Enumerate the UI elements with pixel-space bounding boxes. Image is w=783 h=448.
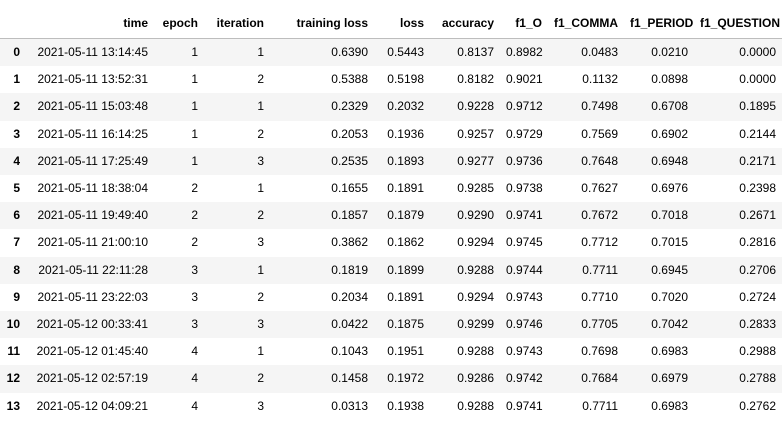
table-cell: 0.1132 (582, 72, 618, 87)
table-cell: 2 (257, 371, 264, 386)
table-cell: 0.2762 (739, 398, 776, 413)
table-header (0, 8, 782, 39)
table-cell: 0.2053 (331, 126, 368, 141)
table-cell: 3 (191, 289, 198, 304)
table-cell: 0.2034 (331, 289, 368, 304)
table-cell: 3 (191, 262, 198, 277)
table-cell: 0.2671 (739, 208, 776, 223)
table-cell: 0.2535 (331, 153, 368, 168)
table-cell: 0.1891 (387, 181, 424, 196)
table-cell: 0.6976 (651, 181, 688, 196)
table-cell: 0.9294 (457, 235, 494, 250)
table-cell: 2021-05-12 04:09:21 (36, 398, 148, 413)
table-cell: 0.9277 (457, 153, 494, 168)
table-cell: 2 (257, 289, 264, 304)
table-cell: 0.1458 (331, 371, 368, 386)
table-cell: 0.1936 (387, 126, 424, 141)
table-cell: 0.9290 (457, 208, 494, 223)
table-cell: 3 (257, 235, 264, 250)
table-cell: 0.6983 (651, 344, 688, 359)
table-row (0, 39, 782, 67)
table-cell: 0.9741 (506, 208, 543, 223)
table-cell: 0.9021 (506, 72, 543, 87)
table-cell: 0.7018 (651, 208, 688, 223)
row-index: 6 (13, 208, 20, 223)
table-cell: 0.2329 (331, 99, 368, 114)
table-cell: 0.0483 (581, 45, 618, 59)
table-row (0, 175, 782, 202)
table-row (0, 66, 782, 93)
column-header: loss (374, 8, 430, 39)
table-cell: 0.9257 (457, 126, 494, 141)
table-cell: 1 (257, 45, 264, 59)
table-cell: 0.9746 (506, 317, 543, 332)
table-cell: 2021-05-11 17:25:49 (37, 153, 148, 168)
table-cell: 0.1875 (387, 317, 424, 332)
table-cell: 0.9286 (457, 371, 494, 386)
table-cell: 0.7705 (581, 317, 618, 332)
table-cell: 2 (191, 235, 198, 250)
table-row (0, 121, 782, 148)
table-cell: 0.1938 (387, 398, 424, 413)
table-cell: 0.0210 (651, 45, 688, 59)
table-cell: 0.2988 (739, 344, 776, 359)
table-cell: 0.9729 (506, 126, 543, 141)
table-cell: 0.1951 (387, 344, 424, 359)
row-index: 11 (7, 344, 20, 359)
table-cell: 0.6979 (651, 371, 688, 386)
table-cell: 0.2398 (739, 181, 776, 196)
table-cell: 0.8137 (457, 45, 494, 59)
row-index: 0 (13, 45, 20, 59)
table-cell: 0.1899 (387, 262, 424, 277)
table-cell: 0.7711 (582, 262, 618, 277)
table-row (0, 365, 782, 392)
table-cell: 2 (191, 181, 198, 196)
table-cell: 0.0313 (331, 398, 368, 413)
table-cell: 0.7498 (581, 99, 618, 114)
row-index: 5 (13, 181, 20, 196)
table-cell: 0.8182 (457, 72, 494, 87)
table-cell: 0.0422 (331, 317, 368, 332)
table-cell: 0.1891 (387, 289, 424, 304)
table-cell: 0.9743 (506, 344, 543, 359)
table-cell: 3 (257, 317, 264, 332)
index-header (0, 8, 28, 39)
row-index: 2 (13, 99, 20, 114)
table-row (0, 202, 782, 229)
table-cell: 0.6983 (651, 398, 688, 413)
table-cell: 0.9288 (457, 344, 494, 359)
table-cell: 2021-05-11 19:49:40 (37, 208, 148, 223)
table-cell: 0.1819 (331, 262, 368, 277)
table-cell: 0.7710 (581, 289, 618, 304)
table-cell: 0.9743 (506, 289, 543, 304)
table-cell: 0.1655 (331, 181, 368, 196)
table-cell: 0.9712 (506, 99, 543, 114)
column-header: iteration (204, 8, 270, 39)
column-header: epoch (154, 8, 204, 39)
table-cell: 0.6948 (651, 153, 688, 168)
table-cell: 2021-05-11 18:38:04 (37, 181, 148, 196)
dataframe-output (0, 8, 783, 420)
table-row (0, 229, 782, 256)
table-cell: 1 (257, 99, 264, 114)
table-cell: 0.2706 (739, 262, 776, 277)
table-cell: 0.1862 (387, 235, 424, 250)
table-cell: 4 (191, 398, 198, 413)
table-row (0, 284, 782, 311)
table-cell: 0.6945 (651, 262, 688, 277)
table-cell: 0.3862 (331, 235, 368, 250)
table-cell: 0.7698 (581, 344, 618, 359)
table-cell: 0.1893 (387, 153, 424, 168)
table-cell: 0.2032 (387, 99, 424, 114)
column-header: f1_COMMA (548, 8, 624, 39)
table-cell: 2 (257, 208, 264, 223)
table-cell: 2021-05-11 23:22:03 (37, 289, 148, 304)
table-cell: 4 (191, 344, 198, 359)
table-cell: 0.2171 (739, 153, 776, 168)
table-cell: 0.7648 (581, 153, 618, 168)
table-cell: 2021-05-12 00:33:41 (36, 317, 148, 332)
table-cell: 0.9228 (457, 99, 494, 114)
table-cell: 0.1972 (387, 371, 424, 386)
row-index: 12 (6, 371, 20, 386)
table-cell: 0.2144 (739, 126, 776, 141)
table-cell: 2021-05-11 16:14:25 (37, 126, 148, 141)
table-cell: 0.0898 (651, 72, 688, 87)
table-cell: 0.7627 (581, 181, 618, 196)
header-row (0, 8, 782, 39)
table-cell: 0.1043 (331, 344, 368, 359)
table-cell: 0.1879 (387, 208, 424, 223)
table-cell: 0.9288 (457, 398, 494, 413)
table-cell: 2021-05-11 22:11:28 (38, 262, 148, 277)
table-cell: 1 (191, 153, 198, 168)
table-cell: 0.7712 (581, 235, 618, 250)
table-cell: 0.5388 (331, 72, 368, 87)
table-cell: 1 (191, 45, 198, 59)
table-row (0, 338, 782, 365)
table-cell: 3 (191, 317, 198, 332)
table-cell: 0.7020 (651, 289, 688, 304)
table-cell: 0.0000 (739, 45, 776, 59)
table-cell: 2021-05-11 13:14:45 (37, 45, 148, 59)
table-cell: 0.7042 (651, 317, 688, 332)
table-cell: 0.7684 (581, 371, 618, 386)
table-cell: 2021-05-12 01:45:40 (36, 344, 148, 359)
table-cell: 1 (191, 99, 198, 114)
table-cell: 2021-05-12 02:57:19 (36, 371, 148, 386)
table-cell: 0.9288 (457, 262, 494, 277)
table-cell: 0.8982 (506, 45, 543, 59)
table-body (0, 39, 782, 420)
table-row (0, 257, 782, 284)
table-cell: 0.2788 (739, 371, 776, 386)
column-header: f1_PERIOD (624, 8, 694, 39)
table-cell: 0.6902 (651, 126, 688, 141)
table-cell: 1 (257, 181, 264, 196)
table-cell: 0.7711 (582, 398, 618, 413)
table-row (0, 393, 782, 420)
row-index: 7 (13, 235, 20, 250)
table-cell: 0.9742 (506, 371, 543, 386)
table-cell: 2021-05-11 15:03:48 (37, 99, 148, 114)
table-cell: 0.2816 (739, 235, 776, 250)
table-cell: 0.2833 (739, 317, 776, 332)
column-header: f1_O (500, 8, 548, 39)
table-cell: 0.7569 (581, 126, 618, 141)
column-header: f1_QUESTION (694, 8, 782, 39)
table-cell: 0.9299 (457, 317, 494, 332)
table-cell: 3 (257, 398, 264, 413)
row-index: 9 (13, 289, 20, 304)
table-cell: 0.9741 (506, 398, 543, 413)
table-cell: 1 (257, 344, 264, 359)
table-cell: 0.5443 (387, 45, 424, 59)
table-cell: 0.9294 (457, 289, 494, 304)
table-cell: 1 (191, 72, 198, 87)
table-cell: 0.9744 (506, 262, 543, 277)
row-index: 1 (13, 72, 20, 87)
table-cell: 0.7672 (581, 208, 618, 223)
table-cell: 2021-05-11 21:00:10 (37, 235, 148, 250)
dataframe-table (0, 8, 782, 420)
table-row (0, 148, 782, 175)
table-cell: 0.9736 (506, 153, 543, 168)
table-cell: 0.1895 (739, 99, 776, 114)
table-cell: 0.9738 (506, 181, 543, 196)
table-cell: 3 (257, 153, 264, 168)
table-cell: 0.6390 (331, 45, 368, 59)
row-index: 3 (13, 126, 20, 141)
table-cell: 2 (257, 126, 264, 141)
table-cell: 0.2724 (739, 289, 776, 304)
table-row (0, 93, 782, 120)
table-cell: 2 (191, 208, 198, 223)
row-index: 10 (6, 317, 20, 332)
table-cell: 0.1857 (331, 208, 368, 223)
table-cell: 1 (257, 262, 264, 277)
column-header: accuracy (430, 8, 500, 39)
table-cell: 0.9285 (457, 181, 494, 196)
table-row (0, 311, 782, 338)
table-cell: 0.5198 (387, 72, 424, 87)
table-cell: 0.9745 (506, 235, 543, 250)
table-cell: 4 (191, 371, 198, 386)
column-header: time (28, 8, 154, 39)
table-cell: 2 (257, 72, 264, 87)
table-cell: 2021-05-11 13:52:31 (37, 72, 148, 87)
table-cell: 0.6708 (651, 99, 688, 114)
table-cell: 0.0000 (739, 72, 776, 87)
row-index: 4 (13, 153, 20, 168)
table-cell: 0.7015 (651, 235, 688, 250)
column-header: training loss (270, 8, 374, 39)
row-index: 13 (6, 398, 20, 413)
table-cell: 1 (191, 126, 198, 141)
row-index: 8 (13, 262, 20, 277)
